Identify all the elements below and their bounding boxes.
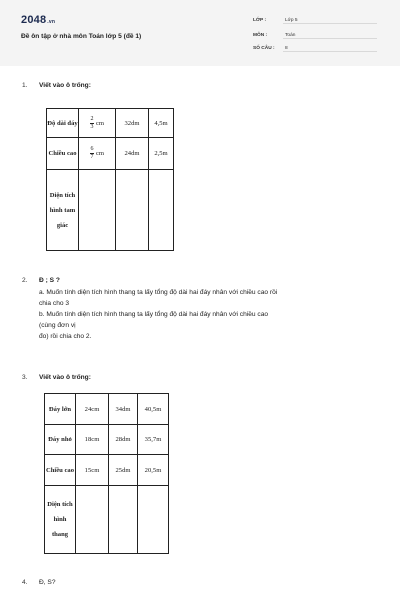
- q3-header-height: Chiều cao: [45, 455, 76, 486]
- q3-cell-r2c2[interactable]: 28dm: [109, 425, 138, 455]
- q2-line-b1: b. Muốn tính diện tích hình thang ta lấy tổng độ dài hai đáy nhân với chiều cao: [39, 311, 269, 318]
- q1-cell-r1c1[interactable]: $\frac{2}{3}$ cm: [79, 109, 116, 138]
- question-3-table: [44, 393, 169, 554]
- q1-answer-1[interactable]: [79, 170, 116, 251]
- document-header: [0, 0, 400, 66]
- q2-line-a1: a. Muốn tính diện tích hình thang ta lấy tổng độ dài hai đáy nhân với chiều cao rồi: [39, 289, 278, 296]
- question-2-number: 2.: [22, 277, 28, 284]
- q3-cell-r3c2[interactable]: 25dm: [109, 455, 138, 486]
- q1-answer-3[interactable]: [149, 170, 174, 251]
- q1-fraction-r2: $\frac{6}{7}$: [90, 146, 94, 160]
- meta-subject: [253, 33, 377, 39]
- q2-line-b3: đo) rồi chia cho 2.: [39, 333, 92, 340]
- q2-line-a2: chia cho 3: [39, 300, 70, 307]
- q3-cell-r2c1[interactable]: 18cm: [76, 425, 109, 455]
- question-2-title: Đ ; S ?: [39, 277, 60, 284]
- q3-cell-r1c2[interactable]: 34dm: [109, 394, 138, 425]
- q1-cell-r1c3[interactable]: 4,5m: [149, 109, 174, 138]
- q1-cell-r2c2[interactable]: 24dm: [116, 138, 149, 170]
- q3-answer-2[interactable]: [109, 486, 138, 554]
- meta-class-value: Lớp 5: [283, 18, 377, 24]
- meta-class-label: LỚP :: [253, 18, 267, 23]
- q3-header-area: Diện tích hình thang: [45, 486, 76, 554]
- question-4-number: 4.: [22, 579, 28, 586]
- q3-header-short-base: Đáy nhỏ: [45, 425, 76, 455]
- q2-line-b2: (cùng đơn vị: [39, 322, 76, 329]
- question-2-body: [39, 287, 277, 342]
- q3-cell-r3c3[interactable]: 20,5m: [138, 455, 169, 486]
- q1-answer-2[interactable]: [116, 170, 149, 251]
- document-title: Đề ôn tập ở nhà môn Toán lớp 5 (đề 1): [21, 33, 142, 40]
- q3-cell-r2c3[interactable]: 35,7m: [138, 425, 169, 455]
- q1-cell-r1c2[interactable]: 32dm: [116, 109, 149, 138]
- site-logo[interactable]: [21, 14, 55, 26]
- q1-header-base: Độ dài đáy: [47, 109, 79, 138]
- q1-header-area: Diện tích hình tam giác: [47, 170, 79, 251]
- meta-question-count: [253, 46, 377, 52]
- q3-answer-3[interactable]: [138, 486, 169, 554]
- q3-header-long-base: Đáy lớn: [45, 394, 76, 425]
- q3-cell-r1c3[interactable]: 40,5m: [138, 394, 169, 425]
- q1-fraction-r1: $\frac{2}{3}$: [90, 115, 94, 130]
- q1-cell-r2c1[interactable]: $\frac{6}{7}$ cm: [79, 138, 116, 170]
- question-1-number: 1.: [22, 82, 28, 89]
- q3-answer-1[interactable]: [76, 486, 109, 554]
- q1-cell-r2c3[interactable]: 2,5m: [149, 138, 174, 170]
- question-3-title: Viết vào ô trống:: [39, 374, 91, 381]
- meta-count-value: 8: [283, 46, 377, 52]
- question-1-table: [46, 108, 174, 251]
- meta-subject-label: MÔN :: [253, 33, 268, 38]
- question-4-title: Đ, S?: [39, 579, 56, 586]
- meta-subject-value: Toán: [283, 33, 377, 39]
- question-1-title: Viết vào ô trống:: [39, 82, 91, 89]
- meta-count-label: SỐ CÂU :: [253, 46, 275, 51]
- q3-cell-r1c1[interactable]: 24cm: [76, 394, 109, 425]
- question-3-number: 3.: [22, 374, 28, 381]
- q3-cell-r3c1[interactable]: 15cm: [76, 455, 109, 486]
- logo-suffix: .vn: [47, 19, 56, 25]
- meta-class: [253, 18, 377, 24]
- q1-header-height: Chiều cao: [47, 138, 79, 170]
- logo-text: 2048: [21, 14, 47, 26]
